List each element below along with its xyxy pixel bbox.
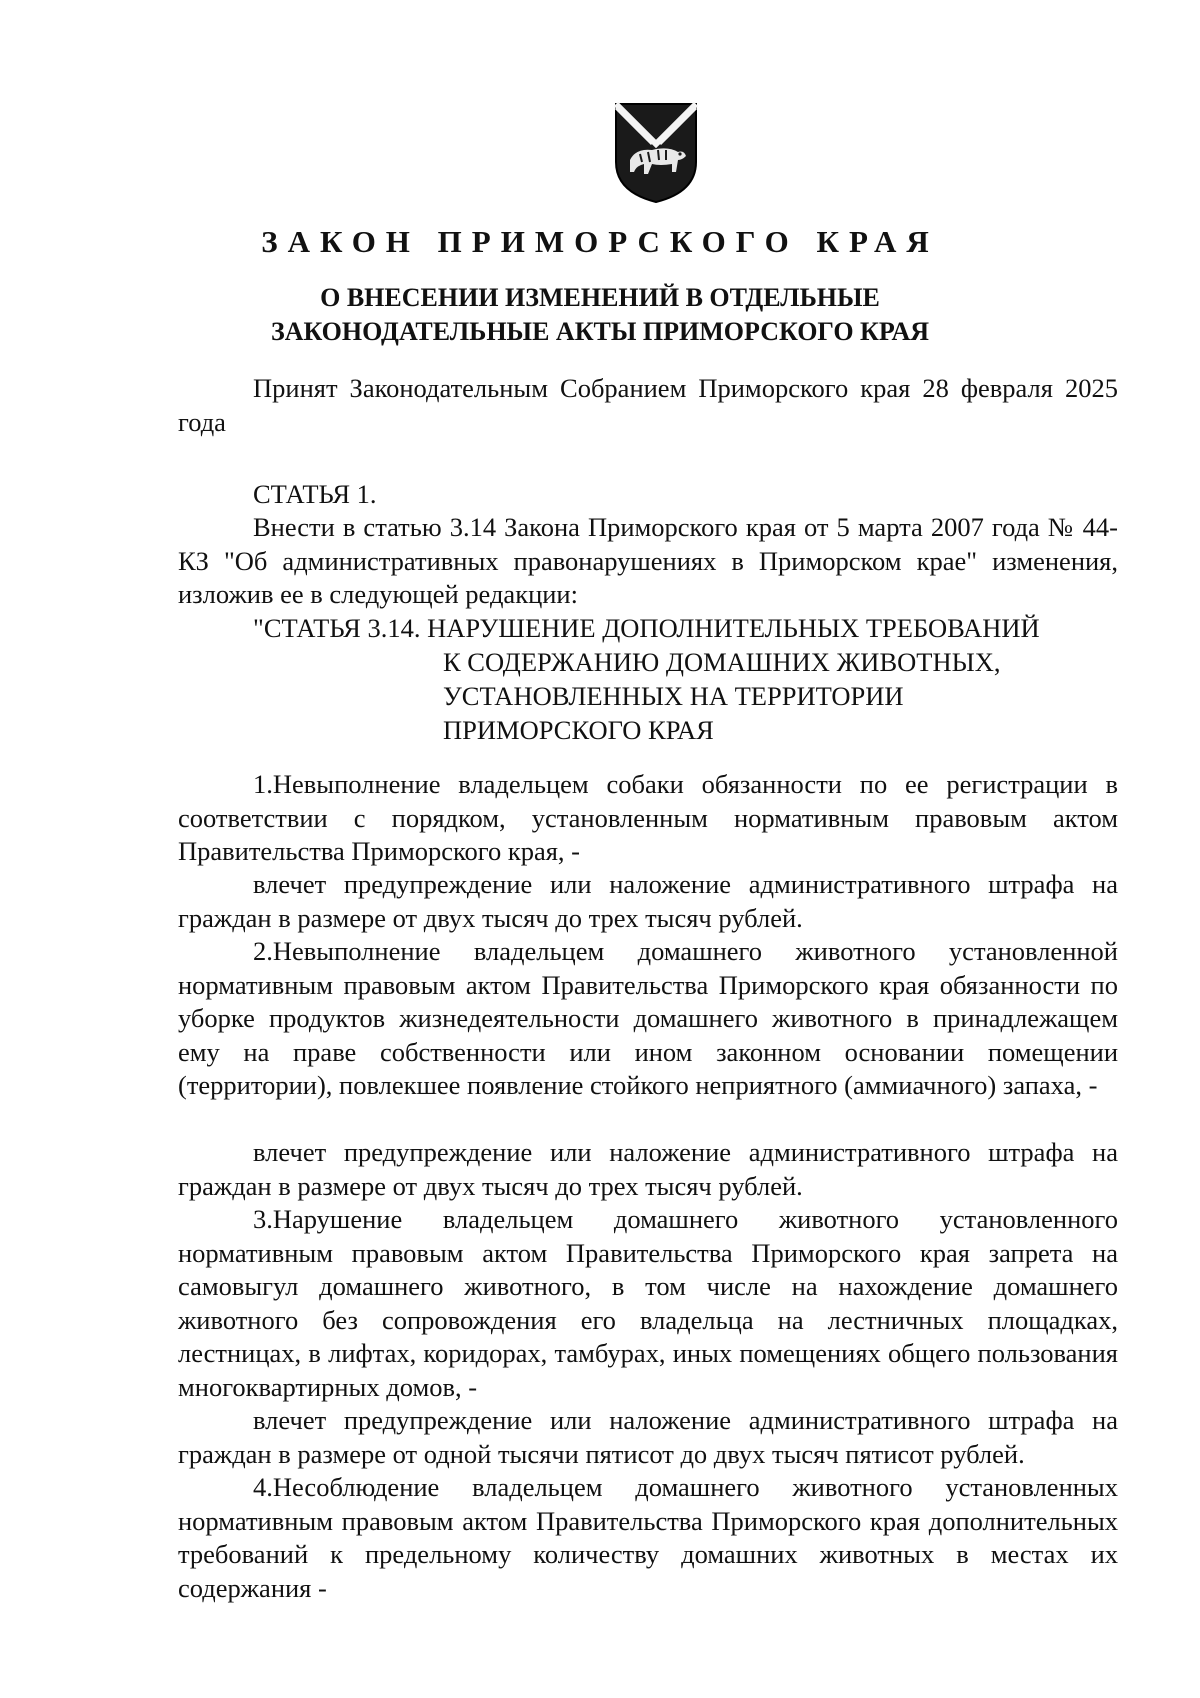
amended-heading-line-2: К СОДЕРЖАНИЮ ДОМАШНИХ ЖИВОТНЫХ, — [443, 647, 1001, 677]
law-title: ЗАКОН ПРИМОРСКОГО КРАЯ — [261, 224, 939, 259]
law-subtitle — [0, 281, 1200, 349]
paragraph-2: 2.Невыполнение владельцем домашнего животного установленной нормативным правовым актом Правительства Приморского края обязанности по уборке продуктов жизнедеятельности домашнего животного в принадлежащем ему на праве собственности или ином законном основании помещении (территории), повлекшее появление стойкого неприятного (аммиачного) запаха, - — [178, 936, 1118, 1100]
article-body: Внести в статью 3.14 Закона Приморского края от 5 марта 2007 года № 44-КЗ "Об административных правонарушениях в Приморском крае" изменения, изложив ее в следующей редакции: — [178, 512, 1118, 609]
amended-heading-line-3: УСТАНОВЛЕННЫХ НА ТЕРРИТОРИИ — [443, 681, 904, 711]
paragraph-4: 4.Несоблюдение владельцем домашнего животного установленных нормативным правовым актом Правительства Приморского края дополнительных требований к предельному количеству домашних животных в местах их содержания - — [178, 1472, 1118, 1603]
paragraph-1: 1.Невыполнение владельцем собаки обязанности по ее регистрации в соответствии с порядком, установленным нормативным правовым актом Правительства Приморского края, - — [178, 769, 1118, 866]
paragraph-1-penalty: влечет предупреждение или наложение административного штрафа на граждан в размере от двух тысяч до трех тысяч рублей. — [178, 869, 1118, 933]
paragraph-3-penalty: влечет предупреждение или наложение административного штрафа на граждан в размере от одной тысячи пятисот до двух тысяч пятисот рублей. — [178, 1405, 1118, 1469]
paragraph-3: 3.Нарушение владельцем домашнего животного установленного нормативным правовым актом Правительства Приморского края запрета на самовыгул домашнего животного, в том числе на нахождение домашнего животного без сопровождения его владельца на лестничных площадках, лестницах, в лифтах, коридорах, тамбурах, иных помещениях общего пользования многоквартирных домов, - — [178, 1204, 1118, 1402]
article-label: СТАТЬЯ 1. — [253, 479, 377, 509]
law-subtitle-line-2: ЗАКОНОДАТЕЛЬНЫЕ АКТЫ ПРИМОРСКОГО КРАЯ — [270, 317, 930, 346]
coat-of-arms-icon — [612, 100, 700, 206]
amended-article-heading — [253, 611, 1040, 747]
amended-article-number: "СТАТЬЯ 3.14. — [253, 613, 421, 643]
paragraph-2-penalty: влечет предупреждение или наложение административного штрафа на граждан в размере от двух тысяч до трех тысяч рублей. — [178, 1137, 1118, 1201]
adoption-statement: Принят Законодательным Собранием Приморского края 28 февраля 2025 года — [178, 373, 1118, 437]
law-subtitle-line-1: О ВНЕСЕНИИ ИЗМЕНЕНИЙ В ОТДЕЛЬНЫЕ — [320, 283, 880, 312]
amended-heading-line-1: НАРУШЕНИЕ ДОПОЛНИТЕЛЬНЫХ ТРЕБОВАНИЙ — [427, 613, 1040, 643]
amended-heading-line-4: ПРИМОРСКОГО КРАЯ — [443, 715, 714, 745]
